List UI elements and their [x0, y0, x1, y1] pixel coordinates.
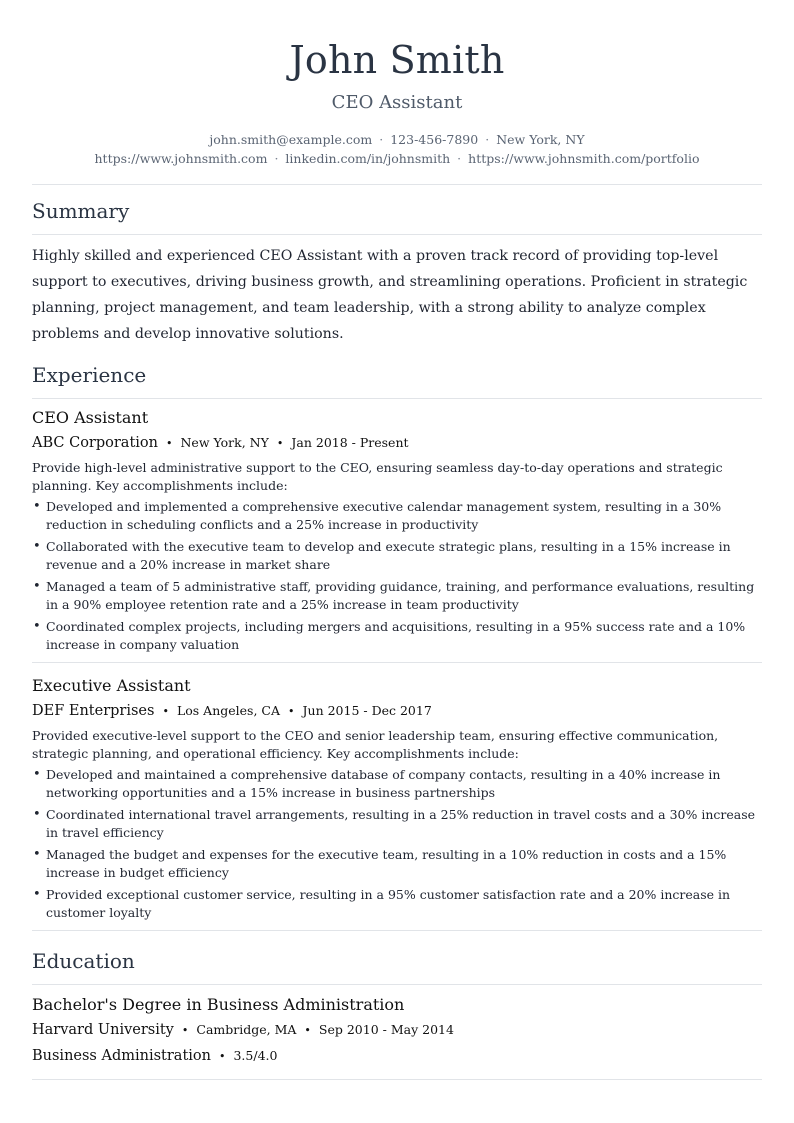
- education-field: Business Administration: [32, 1048, 211, 1064]
- divider: [32, 984, 762, 985]
- list-item: • Managed the budget and expenses for the executive team, resulting in a 10% reduction in costs and a 15% increase in budget efficiency: [32, 846, 762, 882]
- candidate-title: CEO Assistant: [331, 92, 463, 113]
- job-role: Executive Assistant: [32, 676, 191, 695]
- portfolio-link[interactable]: https://www.johnsmith.com/portfolio: [468, 151, 700, 166]
- contact-separator: ·: [457, 151, 462, 166]
- divider: [32, 1079, 762, 1080]
- job-location: New York, NY: [180, 435, 269, 450]
- summary-heading: Summary: [32, 199, 130, 223]
- linkedin-link[interactable]: linkedin.com/in/johnsmith: [285, 151, 451, 166]
- meta-separator: •: [288, 705, 295, 718]
- job-accomplishments: [32, 766, 762, 922]
- contact-row-2: [32, 149, 762, 168]
- meta-separator: •: [162, 705, 169, 718]
- list-item: • Developed and maintained a comprehensive database of company contacts, resulting in a 40% increase in networking opportunities and a 15% increase in business partnerships: [32, 766, 762, 802]
- education-gpa: 3.5/4.0: [233, 1048, 278, 1063]
- meta-separator: •: [165, 437, 173, 450]
- divider: [32, 234, 762, 235]
- list-item: • Coordinated complex projects, including mergers and acquisitions, resulting in a 95% success rate and a 10% increase in company valuation: [32, 618, 762, 654]
- job-dates: Jun 2015 - Dec 2017: [302, 703, 432, 718]
- education-heading: Education: [32, 949, 135, 973]
- meta-separator: •: [304, 1024, 311, 1037]
- divider: [32, 662, 762, 663]
- list-item: • Managed a team of 5 administrative staff, providing guidance, training, and performance evaluations, resulting in a 90% employee retention rate and a 25% increase in team productivity: [32, 578, 762, 614]
- job-description: Provide high-level administrative support to the CEO, ensuring seamless day-to-day operations and strategic planning. Key accomplishments include:: [32, 460, 723, 493]
- divider: [32, 184, 762, 185]
- contact-separator: ·: [379, 132, 384, 147]
- experience-heading: Experience: [32, 363, 147, 387]
- meta-separator: •: [218, 1050, 226, 1063]
- education-location: Cambridge, MA: [196, 1022, 297, 1037]
- list-item: • Collaborated with the executive team to develop and execute strategic plans, resulting in a 15% increase in revenue and a 20% increase in market share: [32, 538, 762, 574]
- divider: [32, 930, 762, 931]
- education-degree: Bachelor's Degree in Business Administration: [32, 995, 405, 1014]
- job-company: DEF Enterprises: [32, 703, 155, 719]
- education-field-row: [32, 1046, 762, 1067]
- job-meta: [32, 433, 762, 454]
- list-item: • Provided exceptional customer service, resulting in a 95% customer satisfaction rate and a 20% increase in customer loyalty: [32, 886, 762, 922]
- summary-text: Highly skilled and experienced CEO Assistant with a proven track record of providing top-level support to executives, driving business growth, and streamlining operations. Proficient in strategic planning, project management, and team leadership, with a strong ability to analyze complex problems and develop innovative solutions.: [32, 248, 748, 342]
- email-link[interactable]: john.smith@example.com: [209, 132, 373, 147]
- divider: [32, 398, 762, 399]
- job-entry: [32, 407, 762, 654]
- contact-row-1: [32, 130, 762, 149]
- meta-separator: •: [181, 1024, 189, 1037]
- candidate-name: John Smith: [289, 38, 505, 82]
- job-company: ABC Corporation: [32, 435, 158, 451]
- job-role: CEO Assistant: [32, 408, 149, 427]
- job-meta: [32, 701, 762, 722]
- contact-separator: ·: [485, 132, 490, 147]
- phone-text: 123-456-7890: [390, 132, 479, 147]
- list-item: • Coordinated international travel arrangements, resulting in a 25% reduction in travel costs and a 30% increase in travel efficiency: [32, 806, 762, 842]
- job-entry: [32, 675, 762, 922]
- location-text: New York, NY: [496, 132, 585, 147]
- job-location: Los Angeles, CA: [176, 703, 281, 718]
- meta-separator: •: [276, 437, 284, 450]
- job-dates: Jan 2018 - Present: [291, 435, 409, 450]
- job-description: Provided executive-level support to the CEO and senior leadership team, ensuring effective communication, strategic planning, and operational efficiency. Key accomplishments include:: [32, 728, 719, 761]
- job-accomplishments: [32, 498, 762, 654]
- resume-header: [32, 38, 762, 168]
- education-meta: [32, 1020, 762, 1041]
- education-entry: [32, 994, 762, 1067]
- education-dates: Sep 2010 - May 2014: [318, 1022, 454, 1037]
- list-item: • Developed and implemented a comprehensive executive calendar management system, resulting in a 30% reduction in scheduling conflicts and a 25% increase in productivity: [32, 498, 762, 534]
- education-school: Harvard University: [32, 1022, 174, 1038]
- resume-page: [32, 0, 762, 1080]
- website-link[interactable]: https://www.johnsmith.com: [94, 151, 268, 166]
- contact-separator: ·: [274, 151, 279, 166]
